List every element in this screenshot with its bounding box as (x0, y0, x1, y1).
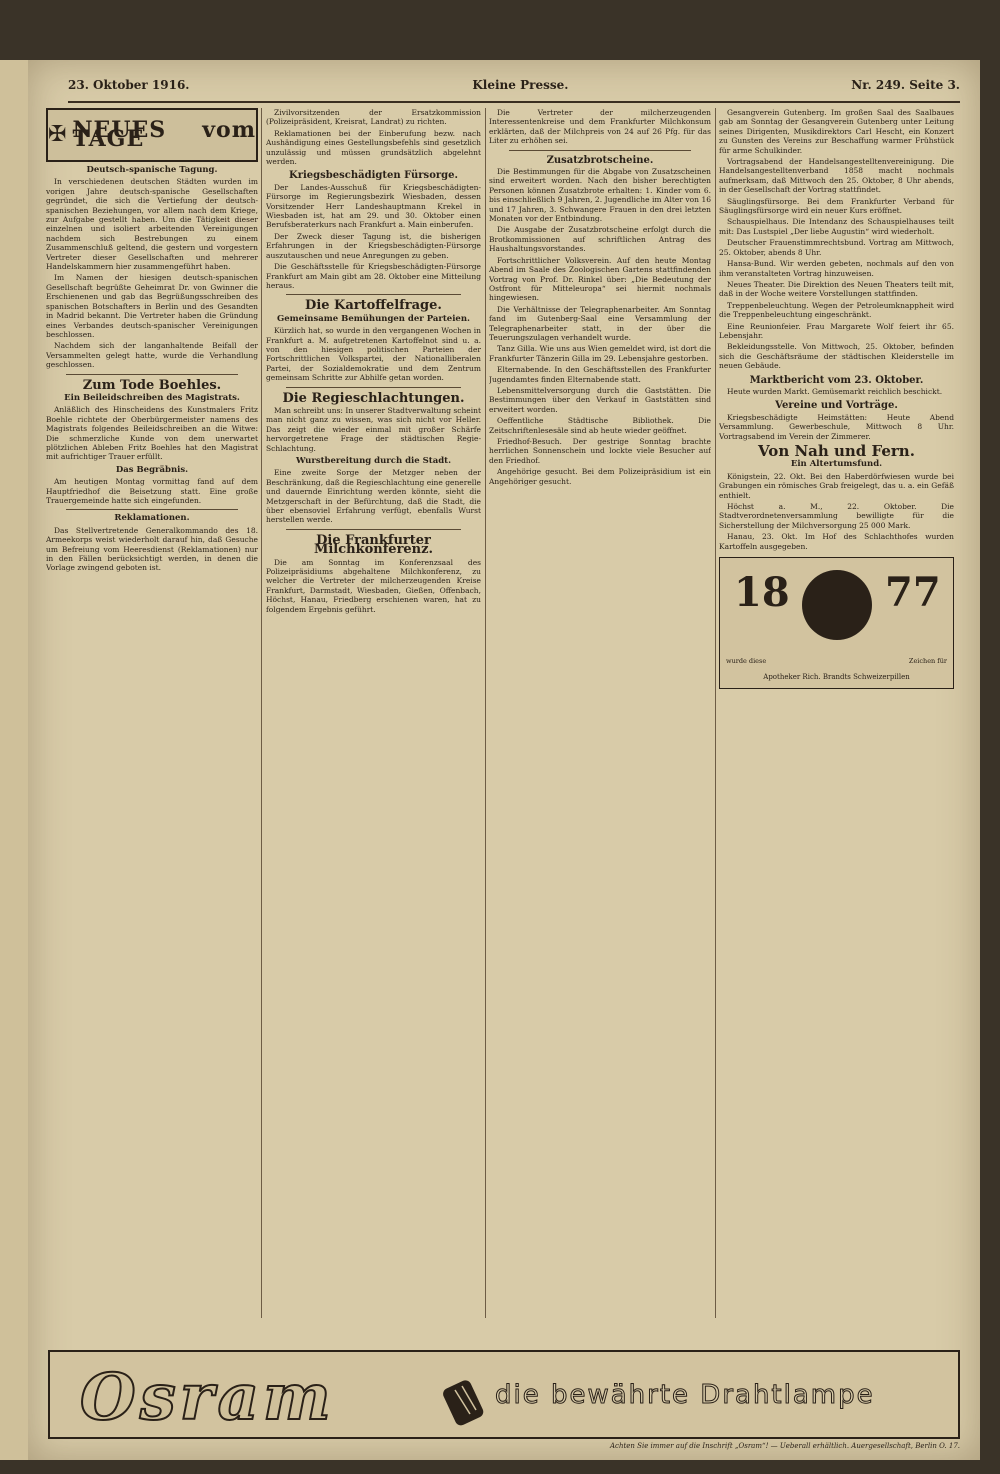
header-number: Nr. 249. Seite 3. (851, 78, 960, 92)
subheadline: Das Begräbnis. (115, 464, 189, 475)
eagle-icon: ✠ (48, 122, 67, 148)
paragraph: Kürzlich hat, so wurde in den vergangenen Wochen in Frankfurt a. M. aufgetretenen Kartoffelnot sind u. a. von den hiesigen politischen Parteien der Fortschrittlichen Volkspartei, der Nationalliberalen Partei, der Sozialdemokratie und dem Zentrum gemeinsam Schritte zur Abhilfe getan worden. (266, 326, 481, 383)
page-header (68, 78, 960, 103)
paragraph: Die Geschäftsstelle für Kriegsbeschädigten-Fürsorge Frankfurt am Main gibt am 28. Oktober eine Mitteilung heraus. (266, 262, 481, 290)
paragraph: Die Bestimmungen für die Abgabe von Zusatzscheinen sind erweitert worden. Nach den bisher berechtigten Personen können Zusatzbrote erhalten: 1. Kinder vom 6. bis einschließlich 9 Jahren, 2. Jugendliche im Alter von 16 und 17 Jahren, 3. Schwangere Frauen in den drei letzten Monaten vor der Entbindung. (489, 167, 711, 224)
paragraph: Die am Sonntag im Konferenzsaal des Polizeipräsidiums abgehaltene Milchkonferenz, zu welcher die Vertreter der milcherzeugenden Kreise Frankfurt, Darmstadt, Wiesbaden, Gießen, Offenbach, Höchst, Hanau, Friedberg erschienen waren, hat zu folgendem Ergebnis geführt. (266, 557, 481, 614)
column-3 (489, 108, 711, 1318)
paragraph: Zivilvorsitzenden der Ersatzkommission (Polizeipräsident, Kreisrat, Landrat) zu richten. (266, 108, 481, 127)
subheadline: Ein Altertumsfund. (790, 459, 883, 470)
paragraph: Im Namen der hiesigen deutsch-spanischen Gesellschaft begrüßte Geheimrat Dr. von Gwinner die Erschienenen und gab das Begrüßungsschreiben des spanischen Botschafters in Berlin und des Gesandten in Madrid bekannt. Die Vertreter haben die Gründung eines Verbandes deutsch-spanischer Vereinigungen beschlossen. (46, 273, 258, 339)
paragraph: Man schreibt uns: In unserer Stadtverwaltung scheint man nicht ganz zu wissen, was sich nicht vor Heller. Das zeigt die wieder einmal mit großer Schärfe hervorgetretene Frage der städtischen Regie-Schlachtung. (266, 405, 481, 453)
paragraph: Kriegsbeschädigte Heimstätten: Heute Abend Versammlung. Gewerbeschule, Mittwoch 8 Uhr. Vortragsabend im Verein der Zimmerer. (719, 412, 954, 441)
paragraph: Fortschrittlicher Volksverein. Auf den heute Montag Abend im Saale des Zoologischen Gartens stattfindenden Vortrag von Prof. Dr. Rinkel über: „Die Bedeutung der Ostfront für Mitteleuropa“ sei hiermit nochmals hingewiesen. (489, 255, 711, 303)
headline: Von Nah und Fern. (758, 442, 915, 460)
paragraph: Angehörige gesucht. Bei dem Polizeipräsidium ist ein Angehöriger gesucht. (489, 467, 711, 486)
masthead-title: NEUES vom TAGE (72, 116, 256, 152)
ad-caption-right: Zeichen für (908, 656, 947, 665)
subheadline: Ein Beileidschreiben des Magistrats. (64, 392, 240, 403)
paragraph: Der Landes-Ausschuß für Kriegsbeschädigten-Fürsorge im Regierungsbezirk Wiesbaden, dessen Vorsitzender Herr Landeshauptmann Krekel in Wiesbaden ist, hat am 29. und 30. Oktober einen Berufsberaterkurs nach Frankfurt a. Main einberufen. (266, 182, 481, 230)
paragraph: Friedhof-Besuch. Der gestrige Sonntag brachte herrlichen Sonnenschein und lockte viele Besucher auf den Friedhof. (489, 437, 711, 465)
ad-caption-left: wurde diese (726, 656, 767, 665)
paragraph: Tanz Gilla. Wie uns aus Wien gemeldet wird, ist dort die Frankfurter Tänzerin Gilla im 29. Lebensjahre gestorben. (489, 344, 711, 363)
column-divider (485, 108, 486, 1318)
paragraph: Eine Reunionfeier. Frau Margarete Wolf feiert ihr 65. Lebensjahr. (719, 321, 954, 340)
paragraph: Die Vertreter der milcherzeugenden Interessentenkreise und dem Frankfurter Milchkonsum erklärten, daß der Milchpreis von 24 auf 26 Pfg. für das Liter zu erhöhen sei. (489, 108, 711, 146)
paragraph: Eine zweite Sorge der Metzger neben der Beschränkung, daß die Regieschlachtung eine generelle und dauernde Einrichtung werden könnte, sieht die Metzgerschaft in der Befürchtung, daß die Stadt, die über ebensoviel Erfahrung verfügt, ebenfalls Wurst herstellen werde. (266, 468, 481, 525)
column-4 (719, 108, 954, 1318)
headline: Vereine und Vorträge. (775, 400, 898, 412)
column-divider (715, 108, 716, 1318)
paragraph: Lebensmittelversorgung durch die Gaststätten. Die Bestimmungen über den Verkauf in Gaststätten sind erweitert worden. (489, 385, 711, 414)
paragraph: Gesangverein Gutenberg. Im großen Saal des Saalbaues gab am Sonntag der Gesangverein Gutenberg unter Leitung seines Dirigenten, Musikdirektors Carl Hescht, ein Konzert zu Gunsten des Vereins zur Beschaffung warmer Frühstück für arme Schulkinder. (719, 108, 954, 155)
paragraph: Anläßlich des Hinscheidens des Kunstmalers Fritz Boehle richtete der Oberbürgermeister namens des Magistrats folgendes Beileidschreiben an die Witwe: Die schmerzliche Kunde von dem unerwartet plötzlichen Ableben Fritz Boehles hat den Magistrat mit aufrichtiger Trauer erfüllt. (46, 405, 258, 462)
paragraph: In verschiedenen deutschen Städten wurden im vorigen Jahre deutsch-spanische Gesellschaften gegründet, die sich die Vertiefung der deutsch-spanischen Beziehungen, vor allem nach dem Kriege, zur Aufgabe gestellt haben. Um die Tätigkeit dieser einzelnen und isoliert arbeitenden Vereinigungen nachdem sich Bestrebungen zu einem Zusammenschluß geltend, die gestern und vorgestern Vertreter dieser Gesellschaften und mehrerer Handelskammern hier zusammengeführt haben. (46, 177, 258, 272)
paragraph: Neues Theater. Die Direktion des Neuen Theaters teilt mit, daß in der Woche weitere Vorstellungen stattfinden. (719, 279, 954, 299)
headline: Kriegsbeschädigten Fürsorge. (289, 170, 458, 182)
headline: Reklamationen. (114, 513, 190, 524)
subheadline: Gemeinsame Bemühungen der Parteien. (277, 313, 470, 324)
paragraph: Am heutigen Montag vormittag fand auf dem Hauptfriedhof die Beisetzung statt. Eine große Trauergemeinde hatte sich eingefunden. (46, 477, 258, 505)
paragraph: Elternabende. In den Geschäftsstellen des Frankfurter Jugendamtes finden Elternabende statt. (489, 365, 711, 384)
osram-footer: Achten Sie immer auf die Inschrift „Osram“! — Ueberall erhältlich. Auergesellschaft, Berlin O. 17. (609, 1442, 960, 1450)
column-2 (266, 108, 481, 1318)
paragraph: Höchst a. M., 22. Oktober. Die Stadtverordnetenversammlung bewilligte für die Sicherstellung der Milchversorgung 25 000 Mark. (719, 502, 954, 530)
paragraph: Oeffentliche Städtische Bibliothek. Die Zeitschriftenlesesäle sind ab heute wieder geöffnet. (489, 416, 711, 435)
column-1 (46, 108, 258, 1318)
header-paper: Kleine Presse. (472, 78, 569, 92)
header-date: 23. Oktober 1916. (68, 78, 190, 92)
headline: Die Frankfurter Milchkonferenz. (313, 532, 434, 558)
paragraph: Die Verhältnisse der Telegraphenarbeiter. Am Sonntag fand im Gutenberg-Saal eine Versammlung der Telegraphenarbeiter statt, in der über die Teuerungszulagen verhandelt wurde. (489, 304, 711, 342)
seal-icon (802, 570, 872, 640)
osram-tagline: die bewährte Drahtlampe (495, 1380, 875, 1410)
paragraph: Die Ausgabe der Zusatzbrotscheine erfolgt durch die Brotkommissionen auf schriftlichen Antrag des Haushaltungsvorstandes. (489, 225, 711, 254)
paragraph: Hansa-Bund. Wir werden gebeten, nochmals auf den von ihm veranstalteten Vortrag hinzuweisen. (719, 259, 954, 278)
osram-advertisement (48, 1350, 960, 1439)
column-divider (261, 108, 262, 1318)
paragraph: Säuglingsfürsorge. Bei dem Frankfurter Verband für Säuglingsfürsorge wird ein neuer Kurs eröffnet. (719, 196, 954, 216)
headline: Marktbericht vom 23. Oktober. (749, 374, 924, 386)
paragraph: Vortragsabend der Handelsangestelltenvereinigung. Die Handelsangestelltenverband 1858 macht nochmals aufmerksam, daß Mittwoch den 25. Oktober, 8 Uhr abends, in der Gesellschaft der Vortrag stattfindet. (719, 157, 954, 195)
paragraph: Reklamationen bei der Einberufung bezw. nach Aushändigung eines Gestellungsbefehls sind gesetzlich unzulässig und müssen grundsätzlich abgelehnt werden. (266, 128, 481, 167)
headline: Die Kartoffelfrage. (305, 298, 442, 314)
headline: Deutsch-spanische Tagung. (86, 165, 218, 175)
adjacent-page-strip (0, 60, 29, 1460)
headline: Die Regieschlachtungen. (282, 390, 465, 406)
paragraph: Königstein, 22. Okt. Bei den Haberdörfwiesen wurde bei Grabungen ein römisches Grab freigelegt, das u. a. ein Gefäß enthielt. (719, 471, 954, 500)
paragraph: Das Stellvertretende Generalkommando des 18. Armeekorps weist wiederholt darauf hin, daß Gesuche um Befreiung vom Heeresdienst (Reklamationen) nur in den Fällen berücksichtigt werden, in denen die Vorlage zwingend geboten ist. (46, 525, 258, 573)
advertisement-1877 (719, 557, 954, 689)
paragraph: Hanau, 23. Okt. Im Hof des Schlachthofes wurden Kartoffeln ausgegeben. (719, 532, 954, 551)
ad-number-right: 77 (885, 569, 941, 617)
paragraph: Bekleidungsstelle. Von Mittwoch, 25. Oktober, befinden sich die Geschäftsräume der städtischen Kleiderstelle im neuen Gebäude. (719, 342, 954, 371)
paragraph: Treppenbeleuchtung. Wegen der Petroleumknappheit wird die Treppenbeleuchtung eingeschränkt. (719, 300, 954, 320)
headline: Zum Tode Boehles. (82, 377, 222, 393)
paragraph: Deutscher Frauenstimmrechtsbund. Vortrag am Mittwoch, 25. Oktober, abends 8 Uhr. (719, 238, 954, 257)
paragraph: Schauspielhaus. Die Intendanz des Schauspielhauses teilt mit: Das Lustspiel „Der liebe Augustin“ wird wiederholt. (719, 217, 954, 236)
newspaper-page (28, 60, 980, 1460)
subheadline: Wurstbereitung durch die Stadt. (295, 456, 452, 466)
ad-number-left: 18 (734, 569, 790, 617)
ad-footer: Apotheker Rich. Brandts Schweizerpillen (763, 672, 910, 681)
headline: Zusatzbrotscheine. (546, 154, 654, 166)
lamp-icon (440, 1362, 490, 1427)
paragraph: Nachdem sich der langanhaltende Beifall der Versammelten gelegt hatte, wurde die Verhandlung geschlossen. (46, 341, 258, 370)
paragraph: Der Zweck dieser Tagung ist, die bisherigen Erfahrungen in der Kriegsbeschädigten-Fürsorge auszutauschen und neue Anregungen zu geben. (266, 231, 481, 260)
masthead (46, 108, 258, 162)
osram-logo: Osram (80, 1360, 335, 1435)
paragraph: Heute wurden Markt. Gemüsemarkt reichlich beschickt. (727, 386, 943, 396)
